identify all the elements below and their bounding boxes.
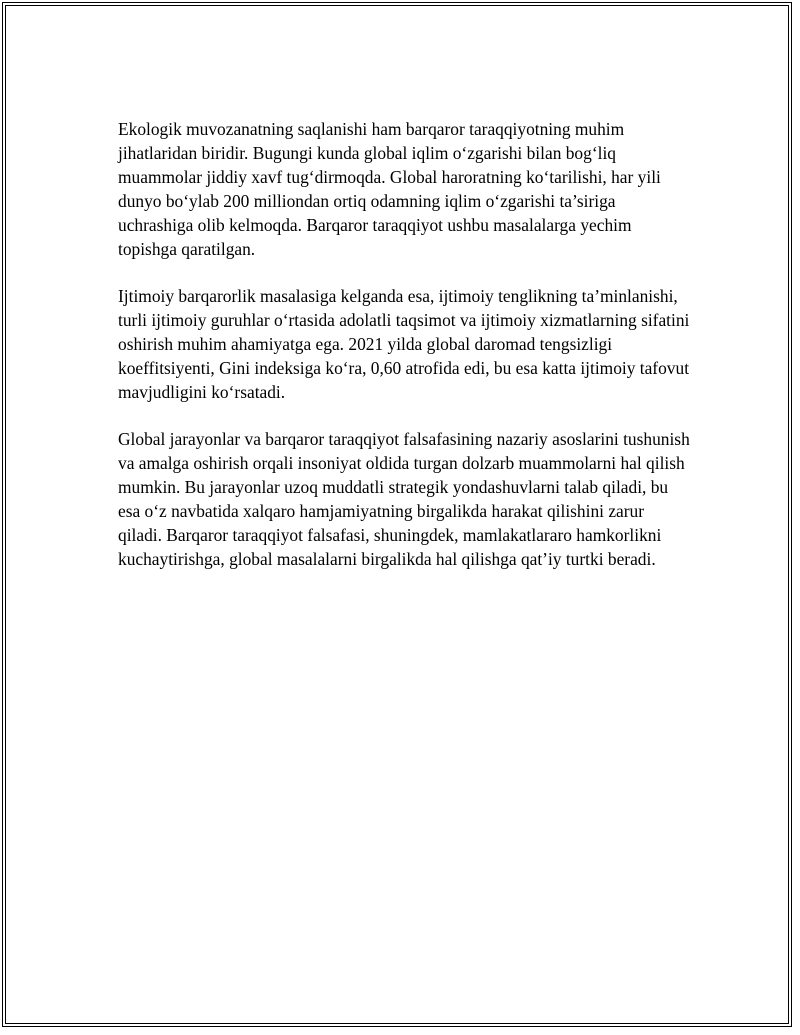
- paragraph-ecology: Ekologik muvozanatning saqlanishi ham barqaror taraqqiyotning muhim jihatlaridan biridir. Bugungi kunda global iqlim o‘zgarishi bilan bog‘liq muammolar jiddiy xavf tug‘dirmoqda. Global haroratning ko‘tarilishi, har yili dunyo bo‘ylab 200 milliondan ortiq odamning iqlim o‘zgarishi ta’siriga uchrashiga olib kelmoqda. Barqaror taraqqiyot ushbu masalalarga yechim topishga qaratilgan.: [118, 119, 661, 259]
- paragraph-global-processes: Global jarayonlar va barqaror taraqqiyot falsafasining nazariy asoslarini tushunish va amalga oshirish orqali insoniyat oldida turgan dolzarb muammolarni hal qilish mumkin. Bu jarayonlar uzoq muddatli strategik yondashuvlarni talab qiladi, bu esa o‘z navbatida xalqaro hamjamiyatning birgalikda harakat qilishini zarur qiladi. Barqaror taraqqiyot falsafasi, shuningdek, mamlakatlararo hamkorlikni kuchaytirishga, global masalalarni birgalikda hal qilishga qat’iy turtki beradi.: [118, 429, 690, 569]
- document-body: [118, 117, 690, 594]
- paragraph-social-sustainability: Ijtimoiy barqarorlik masalasiga kelganda esa, ijtimoiy tenglikning ta’minlanishi, turli ijtimoiy guruhlar o‘rtasida adolatli taqsimot va ijtimoiy xizmatlarning sifatini oshirish muhim ahamiyatga ega. 2021 yilda global daromad tengsizligi koeffitsiyenti, Gini indeksiga ko‘ra, 0,60 atrofida edi, bu esa katta ijtimoiy tafovut mavjudligini ko‘rsatadi.: [118, 286, 690, 402]
